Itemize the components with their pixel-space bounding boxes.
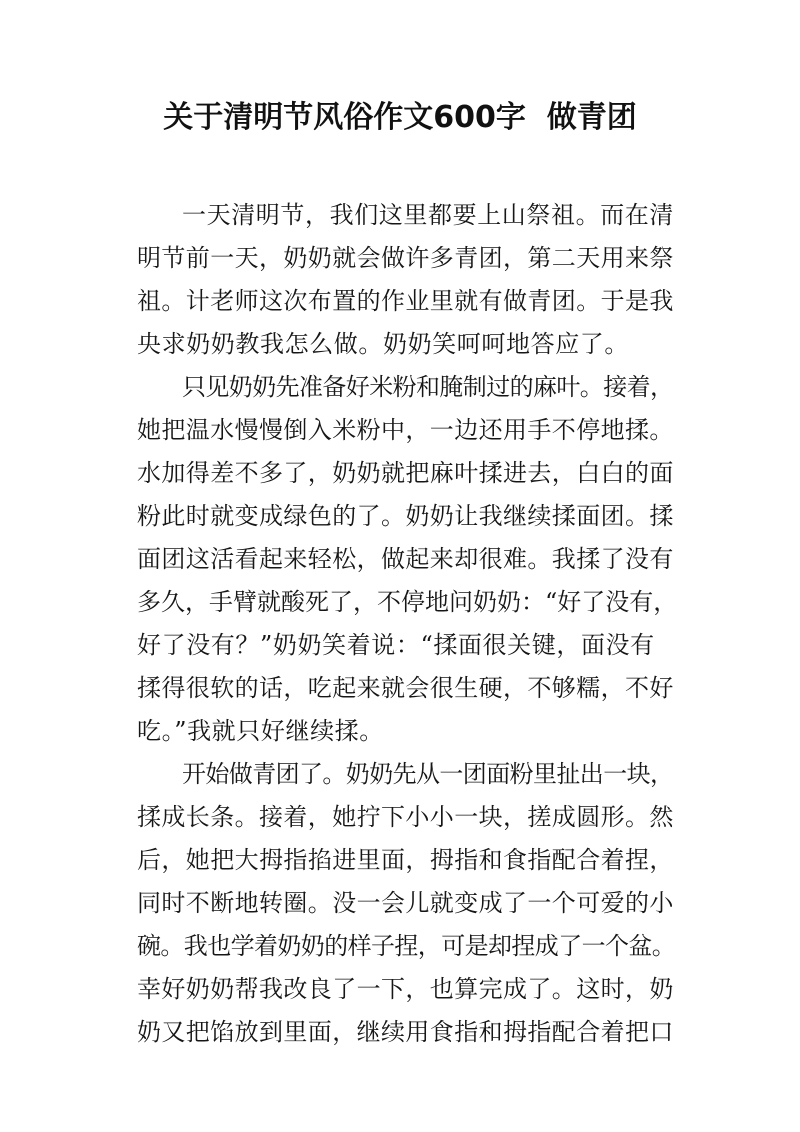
paragraph-3-line-2: 揉成长条。接着，她拧下小小一块，搓成圆形。然 <box>137 803 674 831</box>
paragraph-3-line-7: 奶又把馅放到里面，继续用食指和拇指配合着把口 <box>137 1018 674 1046</box>
paragraph-1-line-2: 明节前一天，奶奶就会做许多青团，第二天用来祭 <box>137 244 674 272</box>
paragraph-3-line-4: 同时不断地转圈。没一会儿就变成了一个可爱的小 <box>137 889 674 917</box>
paragraph-3-line-6: 幸好奶奶帮我改良了一下，也算完成了。这时，奶 <box>137 975 674 1003</box>
paragraph-3-line-1: 开始做青团了。奶奶先从一团面粉里扯出一块， <box>182 760 674 788</box>
paragraph-2-line-6: 多久，手臂就酸死了，不停地问奶奶：“好了没有， <box>137 588 678 616</box>
paragraph-2-line-9: 吃。”我就只好继续揉。 <box>137 717 384 745</box>
paragraph-3-line-5: 碗。我也学着奶奶的样子捏，可是却捏成了一个盆。 <box>137 932 676 960</box>
paragraph-2-line-8: 揉得很软的话，吃起来就会很生硬，不够糯，不好 <box>137 674 674 702</box>
paragraph-2-line-1: 只见奶奶先准备好米粉和腌制过的麻叶。接着， <box>182 373 674 401</box>
paragraph-2-line-7: 好了没有？”奶奶笑着说：“揉面很关键，面没有 <box>137 631 655 659</box>
document-title: 关于清明节风俗作文600字 做青团 <box>163 100 637 135</box>
paragraph-1-line-4: 央求奶奶教我怎么做。奶奶笑呵呵地答应了。 <box>137 330 629 358</box>
paragraph-2-line-5: 面团这活看起来轻松，做起来却很难。我揉了没有 <box>137 545 674 573</box>
paragraph-1-line-3: 祖。计老师这次布置的作业里就有做青团。于是我 <box>137 287 674 315</box>
paragraph-2-line-4: 粉此时就变成绿色的了。奶奶让我继续揉面团。揉 <box>137 502 674 530</box>
paragraph-2-line-2: 她把温水慢慢倒入米粉中，一边还用手不停地揉。 <box>137 416 674 444</box>
paragraph-2-line-3: 水加得差不多了，奶奶就把麻叶揉进去，白白的面 <box>137 459 674 487</box>
paragraph-1-line-1: 一天清明节，我们这里都要上山祭祖。而在清 <box>182 201 674 229</box>
paragraph-3-line-3: 后，她把大拇指掐进里面，拇指和食指配合着捏， <box>137 846 674 874</box>
